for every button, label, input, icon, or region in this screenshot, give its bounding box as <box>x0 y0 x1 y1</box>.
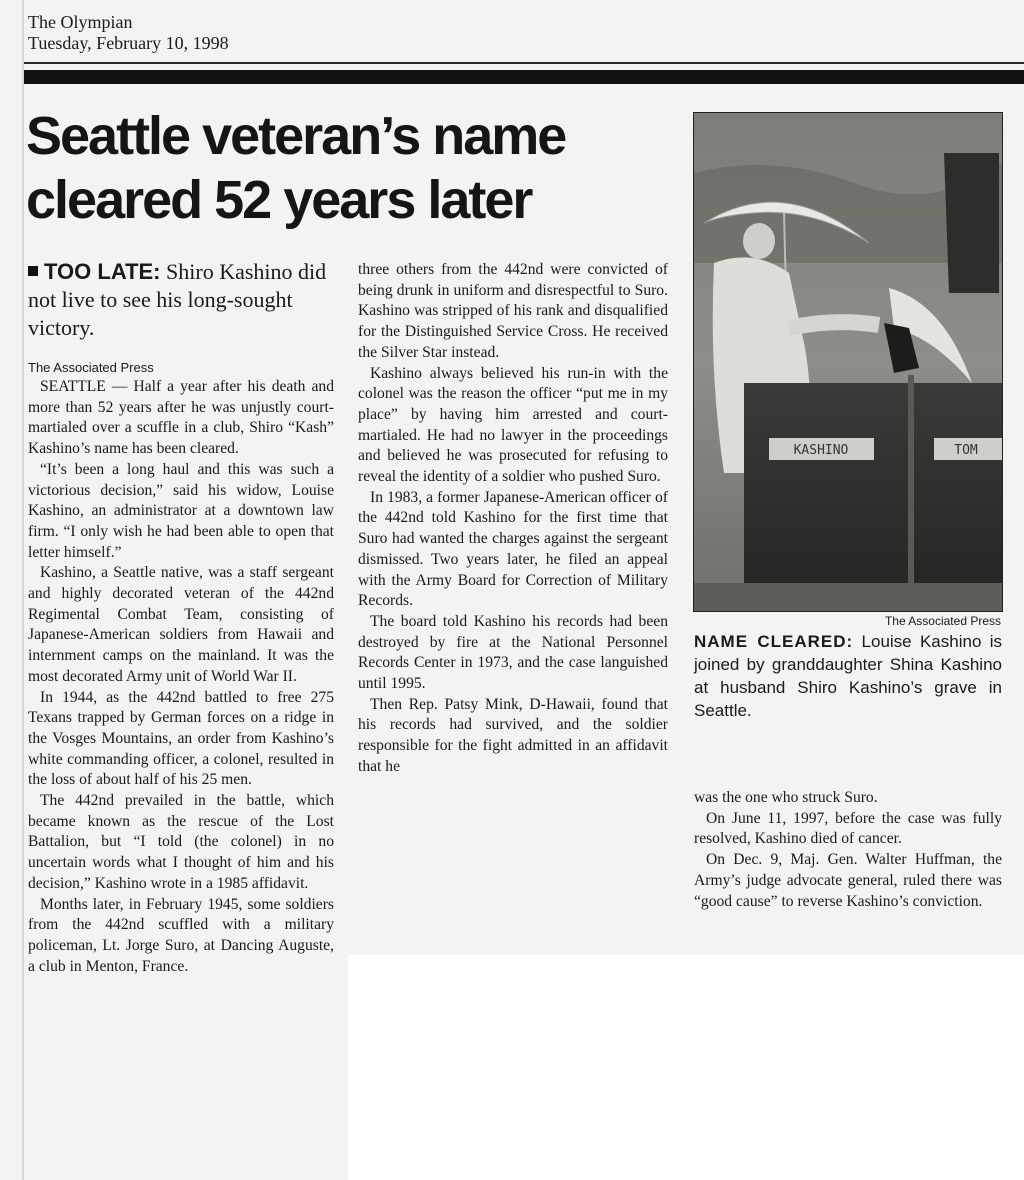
paragraph: SEATTLE — Half a year after his death and more than 52 years after he was unjustly court-martialed over a scuffle in a club, Shiro “Kash” Kashino’s name has been cleared. <box>28 378 334 458</box>
issue-date: Tuesday, February 10, 1998 <box>28 33 229 53</box>
paragraph: Months later, in February 1945, some soldiers from the 442nd scuffled with a military policeman, Lt. Jorge Suro, at Dancing Auguste, a club in Menton, France. <box>28 895 334 975</box>
subheadline <box>28 258 348 342</box>
paragraph: In 1983, a former Japanese-American officer of the 442nd told Kashino for the first time that Suro had wanted the charges against the sergeant dismissed. Two years later, he filed an appeal with the Army Board for Correction of Military Records. <box>358 488 668 610</box>
cemetery-photo-illustration <box>694 113 1002 611</box>
headline-line-1: Seattle veteran’s name <box>26 106 566 166</box>
article-column-3 <box>694 788 1002 912</box>
paragraph: In 1944, as the 442nd battled to free 275 Texans trapped by German forces on a ridge in the Vosges Mountains, an order from Kashino’s white commanding officer, a colonel, resulted in the loss of about half of his 25 men. <box>28 688 334 789</box>
paragraph: Then Rep. Patsy Mink, D-Hawaii, found that his records had survived, and the soldier responsible for the fight admitted in an affidavit that he <box>358 695 668 775</box>
article-column-2 <box>358 260 668 778</box>
newspaper-name: The Olympian <box>28 12 133 32</box>
photo-caption <box>694 630 1002 722</box>
paragraph: three others from the 442nd were convicted of being drunk in uniform and disrespectful to Suro. Kashino was stripped of his rank and disqualified for the Distinguished Service Cross. He received the Silver Star instead. <box>358 261 668 361</box>
subheadline-tag: TOO LATE: <box>44 259 161 284</box>
paragraph: Kashino always believed his run-in with the colonel was the reason the officer “put me in my place” by having him arrested and court-martialed. He had no lawyer in the proceedings and believed he was prosecuted for refusing to reveal the identity of a soldier who pushed Suro. <box>358 364 668 486</box>
subheadline-text: Shiro Kashino did not live to see his long-sought victory. <box>28 259 327 340</box>
paragraph: The board told Kashino his records had been destroyed by fire at the National Personnel Records Center in 1973, and the case languished until 1995. <box>358 612 668 693</box>
caption-text: Louise Kashino is joined by granddaughter Shina Kashino at husband Shiro Kashino’s grave in Seattle. <box>694 632 1002 720</box>
grave-photo <box>693 112 1003 612</box>
photo-credit: The Associated Press <box>884 614 1001 628</box>
byline: The Associated Press <box>28 360 154 375</box>
clipping-blank-area <box>348 955 1024 1180</box>
paragraph: “It’s been a long haul and this was such a victorious decision,” said his widow, Louise Kashino, an administrator at a downtown law firm. “I only wish he had been able to open that letter himself.” <box>28 460 334 561</box>
paragraph: was the one who struck Suro. <box>694 789 878 806</box>
headstone-name-right: TOM <box>954 443 978 458</box>
headline <box>26 104 686 232</box>
headstone-name-left: KASHINO <box>793 443 849 458</box>
section-bar <box>24 70 1024 84</box>
paragraph: Kashino, a Seattle native, was a staff sergeant and highly decorated veteran of the 442nd Regimental Combat Team, consisting of Japanese-American soldiers from Hawaii and internment camps on the mainland. It was the most decorated Army unit of World War II. <box>28 564 334 685</box>
masthead-rule <box>24 62 1024 64</box>
headline-line-2: cleared 52 years later <box>26 170 532 230</box>
paragraph: On June 11, 1997, before the case was fully resolved, Kashino died of cancer. <box>694 809 1002 848</box>
paragraph: On Dec. 9, Maj. Gen. Walter Huffman, the Army’s judge advocate general, ruled there was “good cause” to reverse Kashino’s conviction. <box>694 851 1002 910</box>
bullet-square-icon <box>28 266 38 276</box>
masthead <box>28 12 229 54</box>
page-edge <box>22 0 24 1180</box>
caption-tag: NAME CLEARED: <box>694 632 854 651</box>
article-column-1 <box>28 377 334 977</box>
paragraph: The 442nd prevailed in the battle, which became known as the rescue of the Lost Battalion, but “I told (the colonel) in no uncertain words what I thought of him and his decision,” Kashino wrote in a 1985 affidavit. <box>28 792 334 892</box>
